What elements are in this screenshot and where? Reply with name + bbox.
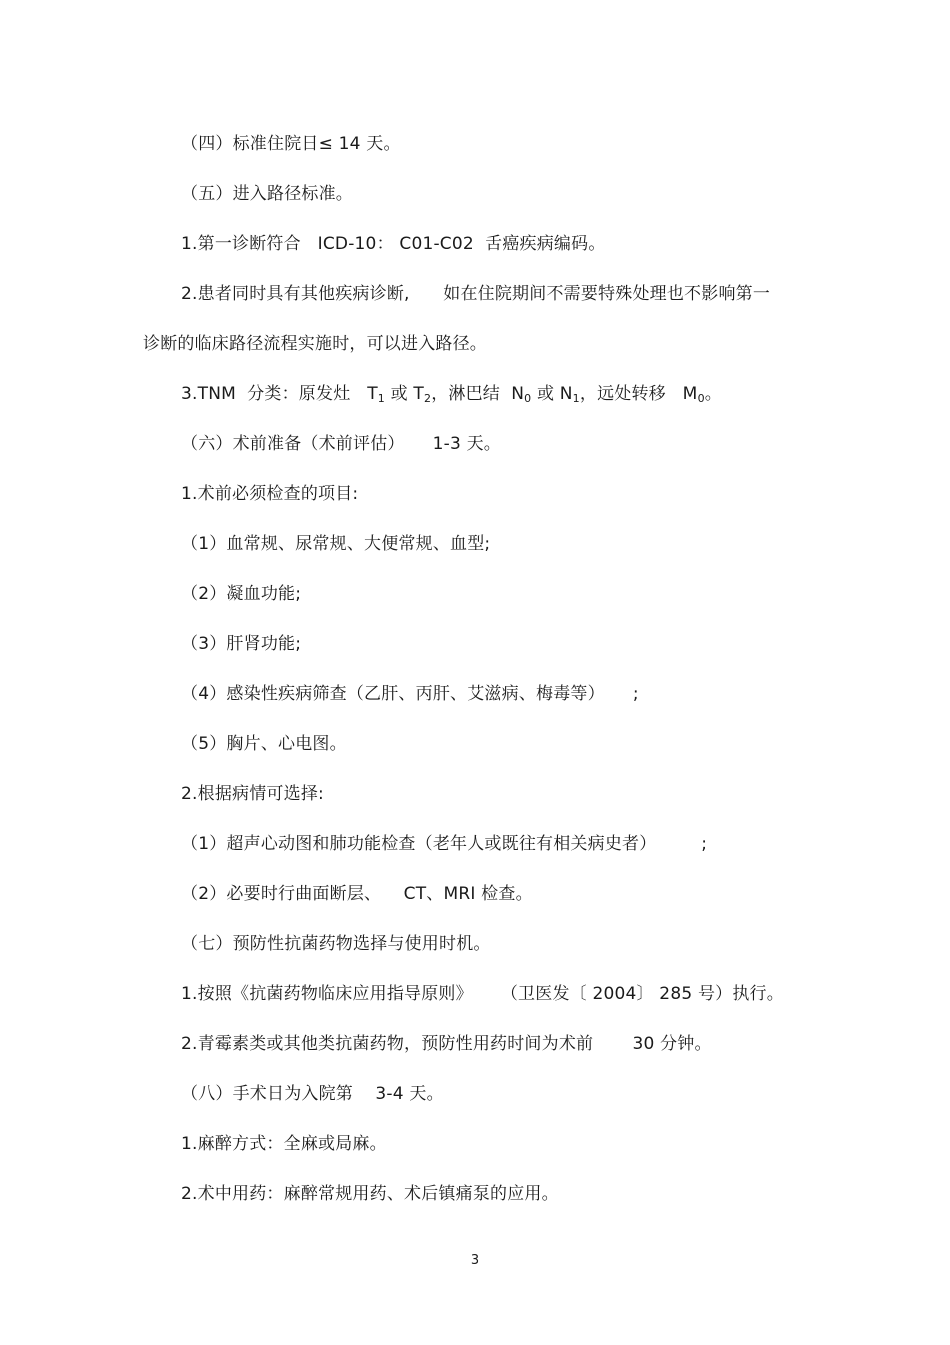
preop-item-3-line: （3）肝肾功能; [181, 634, 302, 654]
criteria-2-continuation-line: 诊断的临床路径流程实施时，可以进入路径。 [143, 334, 487, 354]
tnm-m0-subscript: 0 [697, 392, 705, 405]
optional-item-2-line: （2）必要时行曲面断层、 CT、MRI 检查。 [181, 884, 533, 904]
preop-item-2-line: （2）凝血功能; [181, 584, 302, 604]
page-number: 3 [470, 1253, 480, 1268]
antibiotic-2-line: 2.青霉素类或其他类抗菌药物，预防性用药时间为术前 30 分钟。 [181, 1034, 712, 1054]
anesthesia-line: 1.麻醉方式：全麻或局麻。 [181, 1134, 387, 1154]
criteria-3-tnm-line [181, 383, 722, 410]
section-4-line: （四）标准住院日≤ 14 天。 [181, 134, 401, 154]
tnm-n0-subscript: 0 [524, 392, 532, 405]
tnm-end: 。 [704, 384, 722, 404]
preop-item-4-line: （4）感染性疾病筛查（乙肝、丙肝、艾滋病、梅毒等） ; [181, 684, 639, 704]
tnm-lymph: ，淋巴结 N [431, 384, 525, 404]
intraop-drug-line: 2.术中用药：麻醉常规用药、术后镇痛泵的应用。 [181, 1184, 559, 1204]
tnm-metastasis: ，远处转移 M [579, 384, 698, 404]
optional-item-1-line: （1）超声心动图和肺功能检查（老年人或既往有相关病史者） ; [181, 834, 708, 854]
tnm-or-t: 或 T [385, 384, 424, 404]
tnm-t1-subscript: 1 [377, 392, 385, 405]
antibiotic-1-line: 1.按照《抗菌药物临床应用指导原则》 （卫医发〔 2004〕 285 号）执行。 [181, 984, 784, 1004]
tnm-t2-subscript: 2 [424, 392, 432, 405]
tnm-prefix: 3.TNM 分类：原发灶 T [181, 384, 378, 404]
criteria-1-line: 1.第一诊断符合 ICD-10： C01-C02 舌癌疾病编码。 [181, 234, 606, 254]
preop-item-1-line: （1）血常规、尿常规、大便常规、血型; [181, 534, 491, 554]
section-8-line: （八）手术日为入院第 3-4 天。 [181, 1084, 444, 1104]
tnm-or-n: 或 N [531, 384, 573, 404]
section-7-line: （七）预防性抗菌药物选择与使用时机。 [181, 934, 491, 954]
preop-item-5-line: （5）胸片、心电图。 [181, 734, 347, 754]
section-6-line: （六）术前准备（术前评估） 1-3 天。 [181, 434, 501, 454]
criteria-2-line: 2.患者同时具有其他疾病诊断, 如在住院期间不需要特殊处理也不影响第一 [181, 284, 771, 304]
optional-exam-line: 2.根据病情可选择: [181, 784, 324, 804]
section-5-line: （五）进入路径标准。 [181, 184, 353, 204]
preop-required-line: 1.术前必须检查的项目: [181, 484, 359, 504]
tnm-n1-subscript: 1 [572, 392, 580, 405]
